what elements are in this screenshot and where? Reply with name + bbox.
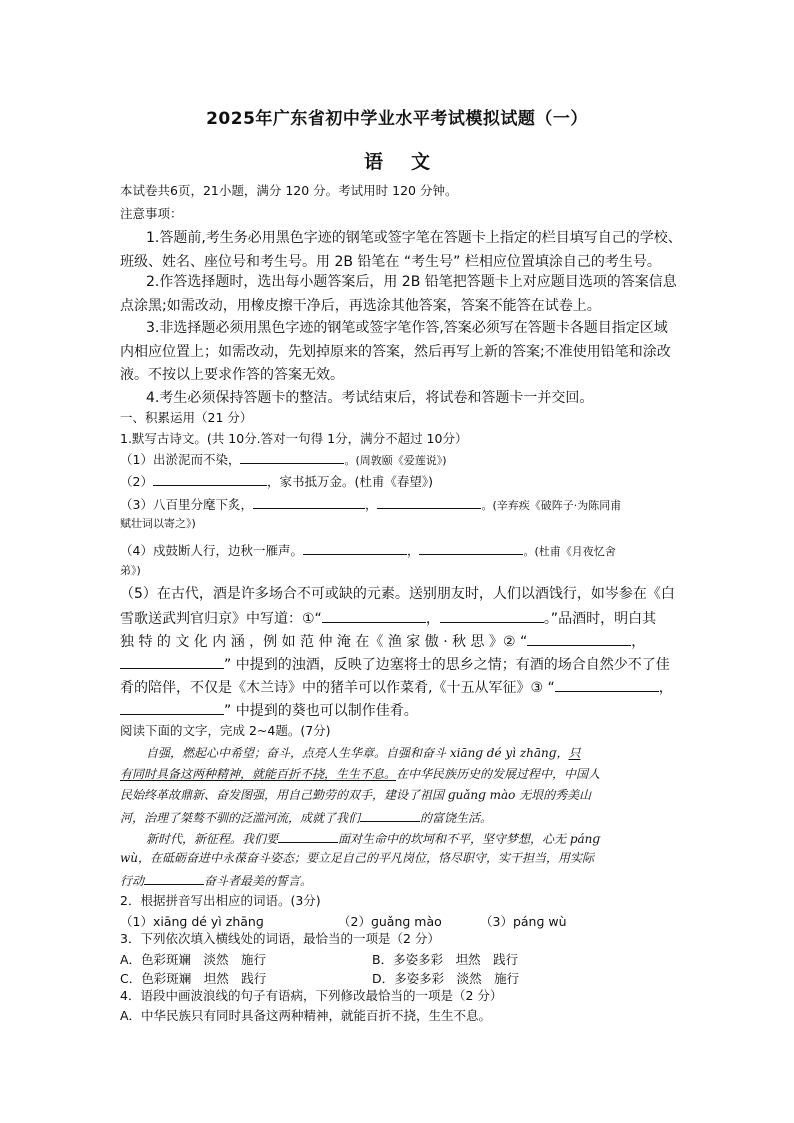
notice-label: 注意事项： — [120, 206, 183, 221]
q4-stem: 4．语段中画波浪线的句子有语病，下列修改最恰当的一项是（2 分） — [120, 988, 503, 1003]
q1-part-4-source: 弟》) — [120, 564, 141, 577]
note-2-line-2: 点涂黑;如需改动，用橡皮擦干净后，再选涂其他答案，答案不能答在试卷上。 — [120, 298, 601, 314]
answer-blank[interactable] — [120, 655, 224, 669]
reading-para-1-line-4: 河，治理了桀骜不驯的泛滥河流，成就了我们 的富饶生活。 — [120, 808, 680, 826]
q1-part-5-line-1: （5）在古代，酒是许多场合不可或缺的元素。送别朋友时，人们以酒饯行，如岑参在《白 — [120, 586, 675, 602]
answer-blank[interactable] — [555, 678, 659, 692]
q1-part-3: （3）八百里分麾下炙， ， 。(辛弃疾《破阵子·为陈同甫 — [120, 497, 622, 512]
q1-part-5-line-3: 独 特 的 文 化 内 涵 ，例 如 范 仲 淹 在《 渔 家 傲 · 秋 思 》② “ ， — [120, 634, 646, 650]
answer-blank[interactable] — [253, 495, 365, 509]
q3-option-c[interactable]: C．色彩斑斓 坦然 践行 — [120, 971, 267, 986]
answer-blank[interactable] — [440, 609, 544, 623]
q3-option-b[interactable]: B．多姿多彩 坦然 践行 — [372, 952, 519, 967]
note-1-line-1: 1.答题前,考生务必用黑色字迹的钢笔或签字笔在答题卡上指定的栏目填写自己的学校、 — [146, 230, 682, 246]
q1-part-5-line-2: 雪歌送武判官归京》中写道：①“ ， 。”品酒时，明白其 — [120, 611, 657, 627]
q2-item-1: （1）xiānɡ dé yì zhānɡ — [120, 914, 264, 929]
q2-stem: 2．根据拼音写出相应的词语。(3分) — [120, 893, 321, 908]
q1-part-2: （2） ，家书抵万金。(杜甫《春望》) — [120, 474, 433, 489]
answer-blank[interactable] — [153, 472, 267, 486]
answer-blank[interactable] — [419, 541, 523, 555]
reading-para-2-line-2: wù，在砥砺奋进中永葆奋斗姿态；要立足自己的平凡岗位，恪尽职守，实干担当，用实际 — [120, 851, 595, 865]
reading-para-2-line-3: 行动 奋斗者最美的誓言。 — [120, 871, 680, 889]
answer-blank[interactable] — [278, 829, 338, 843]
answer-blank[interactable] — [144, 871, 204, 885]
reading-para-1-line-2: 有同时具备这两种精神，就能百折不挠，生生不息。在中华民族历史的发展过程中，中国人 — [120, 767, 601, 781]
q1-part-5-line-5: 肴的陪伴，不仅是《木兰诗》中的猪羊可以作菜肴,《十五从军征》③ “ ， — [120, 680, 673, 696]
answer-blank[interactable] — [240, 450, 344, 464]
q3-option-d[interactable]: D．多姿多彩 淡然 施行 — [372, 971, 520, 986]
page-title: 2025年广东省初中学业水平考试模拟试题（一） — [206, 109, 588, 129]
answer-blank[interactable] — [527, 632, 631, 646]
answer-blank[interactable] — [120, 701, 224, 715]
answer-blank[interactable] — [303, 541, 407, 555]
q1-part-1: （1）出淤泥而不染， 。(周敦颐《爱莲说》) — [120, 452, 447, 467]
note-4-line-1: 4.考生必须保持答题卡的整洁。考试结束后，将试卷和答题卡一并交回。 — [146, 390, 594, 406]
q3-stem: 3．下列依次填入横线处的词语，最恰当的一项是（2 分） — [120, 931, 440, 946]
answer-blank[interactable] — [322, 609, 426, 623]
reading-para-1-line-1: 自强，燃起心中希望；奋斗，点亮人生华章。自强和奋斗 xiānɡ dé yì zhānɡ，只 — [146, 746, 581, 760]
note-3-line-2: 内相应位置上；如需改动，先划掉原来的答案，然后再写上新的答案;不准使用铅笔和涂改 — [120, 344, 671, 360]
note-3-line-3: 液。不按以上要求作答的答案无效。 — [120, 367, 344, 383]
q3-option-a[interactable]: A．色彩斑斓 淡然 施行 — [120, 952, 267, 967]
q1-stem: 1.默写古诗文。(共 10分.答对一句得 1分，满分不超过 10分） — [120, 431, 468, 446]
section-1-heading: 一、积累运用（21 分） — [120, 410, 253, 425]
q1-part-4: （4）戍鼓断人行，边秋一雁声。 ， 。(杜甫《月夜忆舍 — [120, 543, 616, 558]
q4-option-a[interactable]: A．中华民族只有同时具备这两种精神，就能百折不挠，生生不息。 — [120, 1008, 492, 1023]
q1-part-5-line-6: ” 中提到的葵也可以制作佳肴。 — [120, 701, 680, 719]
reading-para-1-line-3: 民始终革故鼎新、奋发图强，用自己勤劳的双手，建设了祖国 ɡuǎnɡ mào 无垠的秀美山 — [120, 788, 592, 802]
q1-part-5-line-4: ” 中提到的浊酒，反映了边塞将士的思乡之情；有酒的场合自然少不了佳 — [120, 655, 680, 673]
wavy-sentence: 有同时具备这两种精神，就能百折不挠，生生不息。 — [120, 767, 397, 781]
subject-char-1: 语 — [363, 151, 383, 173]
exam-intro: 本试卷共6页，21小题，满分 120 分。考试用时 120 分钟。 — [120, 183, 458, 198]
q1-part-3-source: 赋壮词以寄之》) — [120, 517, 196, 530]
answer-blank[interactable] — [377, 495, 481, 509]
answer-blank[interactable] — [360, 808, 420, 822]
reading-para-2-line-1: 新时代，新征程。我们要 面对生命中的坎坷和不平，坚守梦想，心无 pánɡ — [146, 829, 706, 847]
q2-item-3: （3）pánɡ wù — [480, 914, 567, 929]
subject-title — [0, 147, 794, 174]
subject-char-2: 文 — [411, 151, 431, 173]
note-3-line-1: 3.非选择题必须用黑色字迹的钢笔或签字笔作答,答案必须写在答题卡各题目指定区域 — [146, 320, 668, 336]
reading-stem: 阅读下面的文字，完成 2~4题。(7分) — [120, 723, 331, 738]
note-2-line-1: 2.作答选择题时，选出每小题答案后，用 2B 铅笔把答题卡上对应题目选项的答案信息 — [146, 274, 677, 290]
note-1-line-2: 班级、姓名、座位号和考生号。用 2B 铅笔在 “考生号” 栏相应位置填涂自己的考生号。 — [120, 254, 661, 270]
q2-item-2: （2）ɡuǎnɡ mào — [338, 914, 442, 929]
